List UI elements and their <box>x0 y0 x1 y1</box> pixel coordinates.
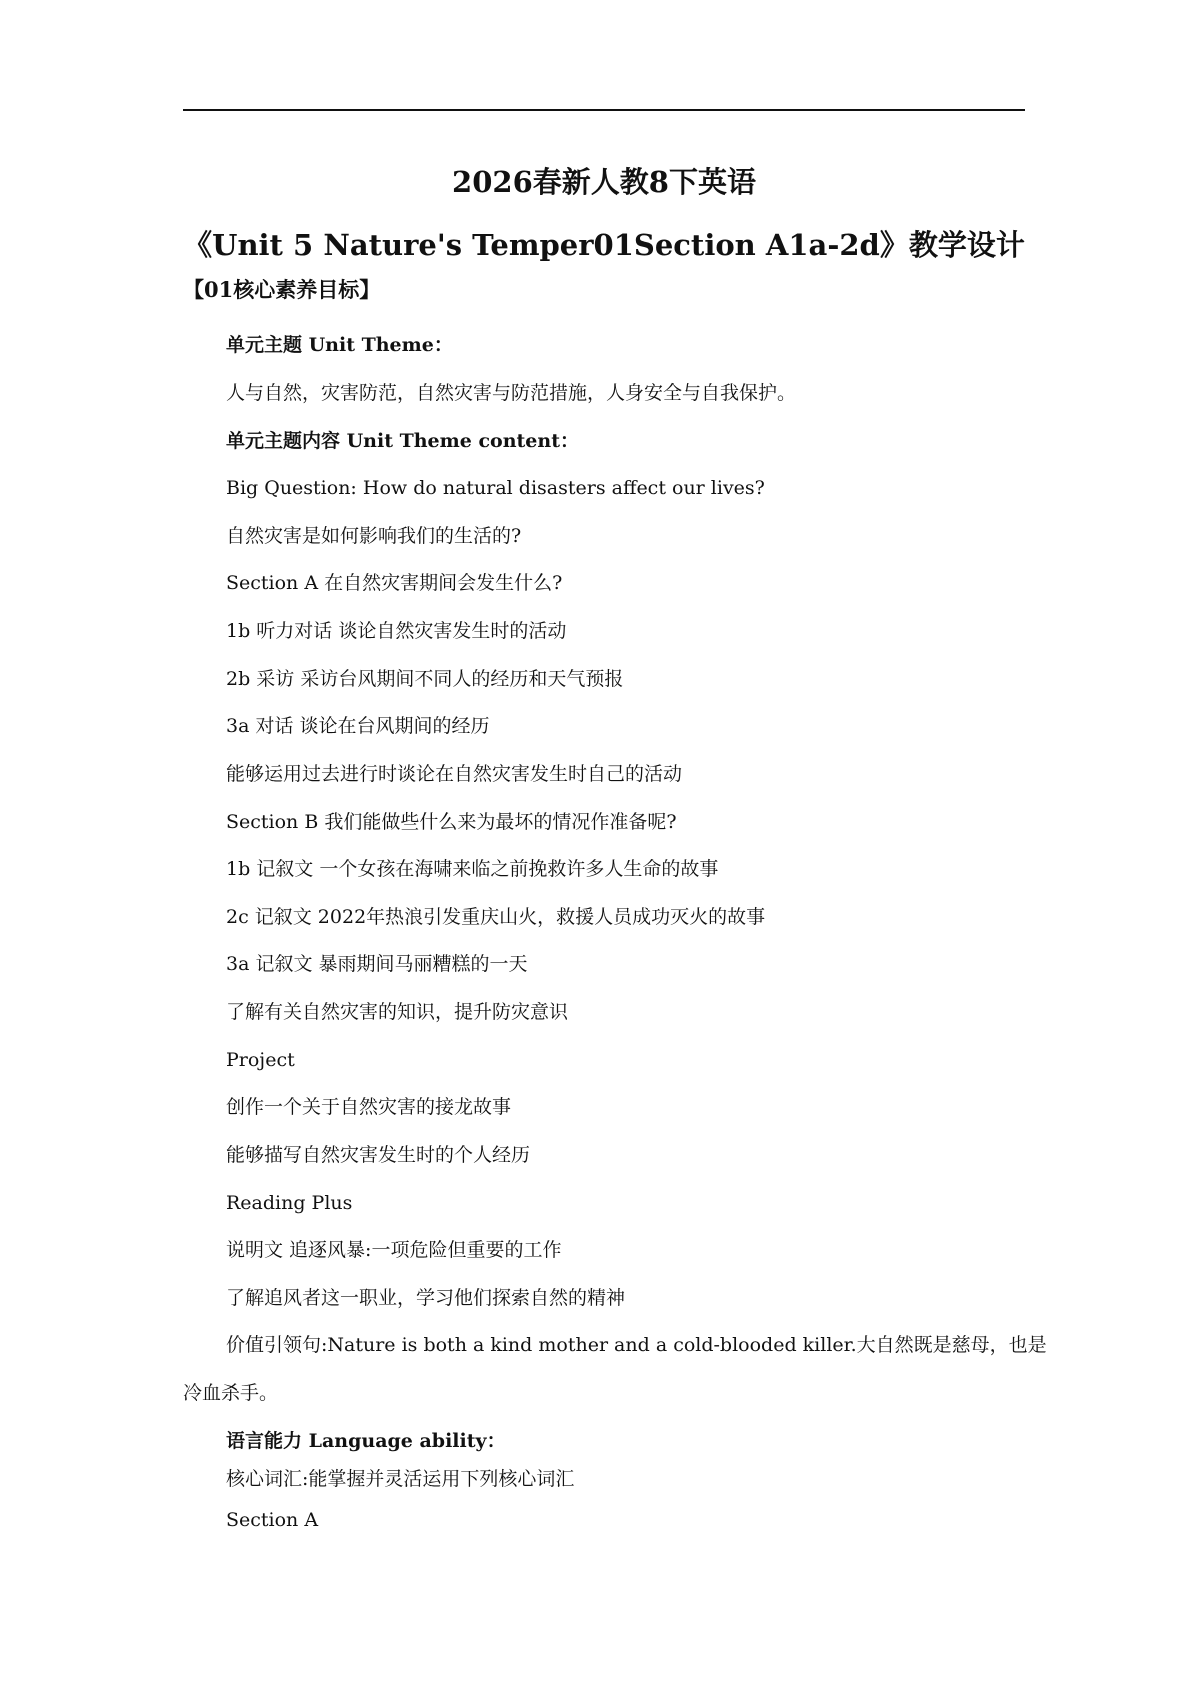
value-sentence: 价值引领句:Nature is both a kind mother and a cold-blooded killer.大自然既是慈母，也是 <box>226 1334 1047 1356</box>
project-goal: 能够描写自然灾害发生时的个人经历 <box>226 1144 531 1166</box>
project-label: Project <box>226 1049 295 1071</box>
document-subtitle: 《Unit 5 Nature's Temper01Section A1a-2d》教学设计 <box>183 228 1025 262</box>
core-vocabulary-text: 核心词汇:能掌握并灵活运用下列核心词汇 <box>226 1468 575 1490</box>
document-title: 2026春新人教8下英语 <box>452 165 756 199</box>
section-b-3a: 3a 记叙文 暴雨期间马丽糟糕的一天 <box>226 953 528 975</box>
reading-plus-goal: 了解追风者这一职业，学习他们探索自然的精神 <box>226 1287 626 1309</box>
header-rule <box>183 109 1025 111</box>
section-a-1b: 1b 听力对话 谈论自然灾害发生时的活动 <box>226 620 567 642</box>
section-a-question: Section A 在自然灾害期间会发生什么? <box>226 572 563 594</box>
big-question: Big Question: How do natural disasters affect our lives? <box>226 477 765 499</box>
unit-theme-content-label: 单元主题内容 Unit Theme content： <box>226 430 579 452</box>
section-a-label: Section A <box>226 1509 319 1531</box>
reading-plus-label: Reading Plus <box>226 1192 353 1214</box>
section-b-question: Section B 我们能做些什么来为最坏的情况作准备呢? <box>226 811 677 833</box>
section-b-2c: 2c 记叙文 2022年热浪引发重庆山火，救援人员成功灭火的故事 <box>226 906 766 928</box>
language-ability-label: 语言能力 Language ability： <box>226 1430 506 1452</box>
project-task: 创作一个关于自然灾害的接龙故事 <box>226 1096 512 1118</box>
value-sentence-continuation: 冷血杀手。 <box>183 1382 279 1404</box>
unit-theme-text: 人与自然，灾害防范，自然灾害与防范措施，人身安全与自我保护。 <box>226 382 797 404</box>
section-a-3a: 3a 对话 谈论在台风期间的经历 <box>226 715 490 737</box>
section-b-goal: 了解有关自然灾害的知识，提升防灾意识 <box>226 1001 569 1023</box>
section-heading-core-goals: 【01核心素养目标】 <box>183 277 381 302</box>
reading-plus-text: 说明文 追逐风暴:一项危险但重要的工作 <box>226 1239 562 1261</box>
section-a-goal: 能够运用过去进行时谈论在自然灾害发生时自己的活动 <box>226 763 683 785</box>
section-a-2b: 2b 采访 采访台风期间不同人的经历和天气预报 <box>226 668 624 690</box>
section-b-1b: 1b 记叙文 一个女孩在海啸来临之前挽救许多人生命的故事 <box>226 858 719 880</box>
unit-theme-label: 单元主题 Unit Theme： <box>226 334 453 356</box>
big-question-translation: 自然灾害是如何影响我们的生活的? <box>226 525 522 547</box>
